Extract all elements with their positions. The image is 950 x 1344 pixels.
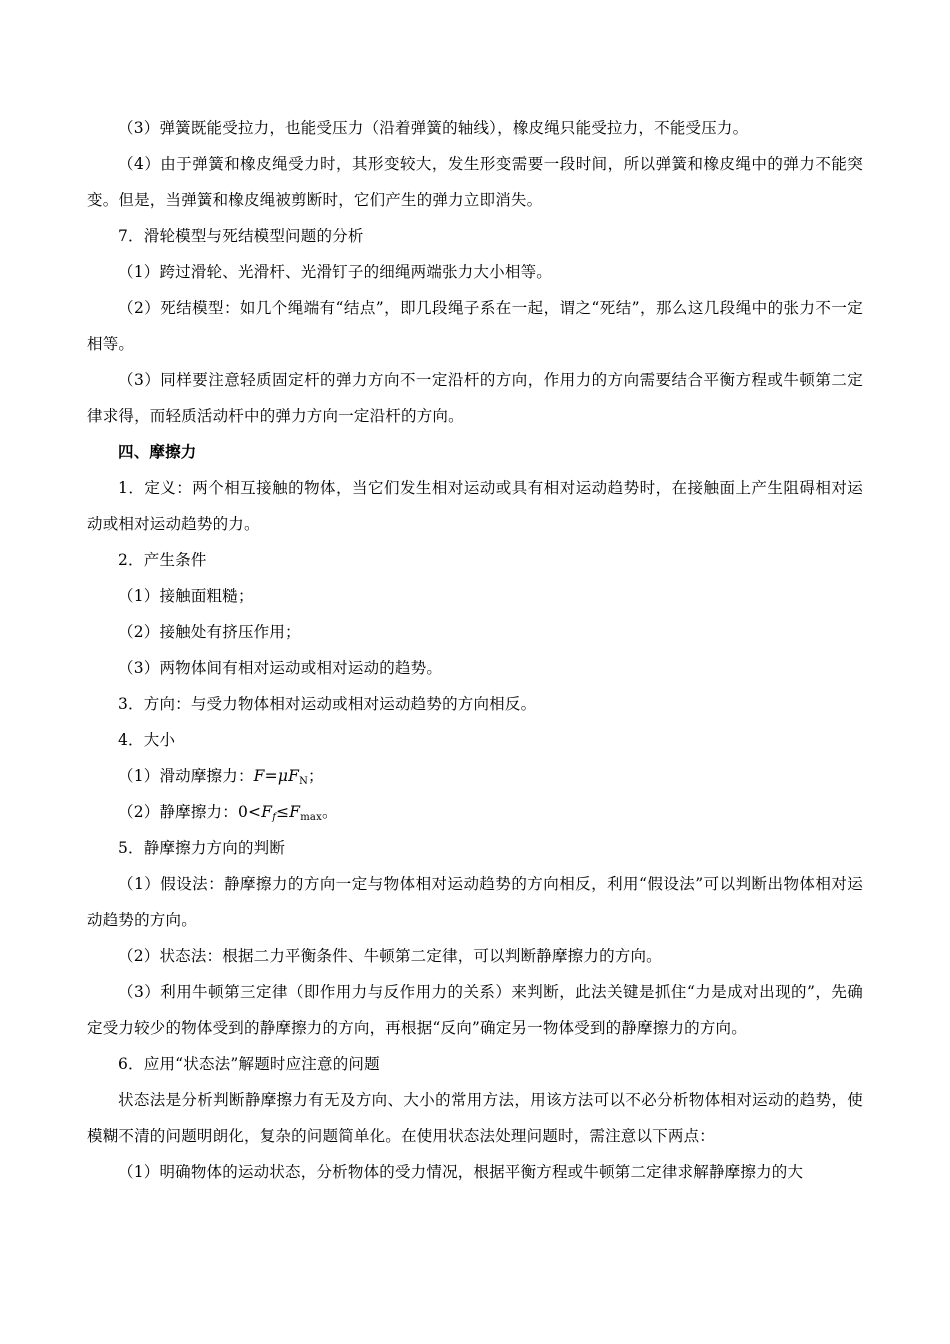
document-body	[87, 110, 863, 1190]
paragraph-spring-pressure: （3）弹簧既能受拉力，也能受压力（沿着弹簧的轴线），橡皮绳只能受拉力，不能受压力。	[118, 119, 749, 137]
paragraph-pulley-tension: （1）跨过滑轮、光滑杆、光滑钉子的细绳两端张力大小相等。	[118, 263, 552, 281]
symbol-f: F	[261, 803, 273, 821]
subscript-f: f	[272, 812, 277, 823]
section-heading-friction: 四、摩擦力	[118, 442, 197, 461]
heading-magnitude: 4．大小	[118, 731, 176, 749]
symbol-f-max: F	[289, 803, 301, 821]
paragraph-light-rod: （3）同样要注意轻质固定杆的弹力方向不一定沿杆的方向，作用力的方向需要结合平衡方程或牛顿第二定律求得，而轻质活动杆中的弹力方向一定沿杆的方向。	[87, 371, 863, 425]
list-item-relative-motion: （3）两物体间有相对运动或相对运动的趋势。	[118, 659, 443, 677]
subscript-n: N	[299, 776, 309, 787]
formula-prefix: （1）滑动摩擦力：	[118, 767, 254, 785]
symbol-f-normal: F	[288, 767, 300, 785]
paragraph-friction-definition: 1．定义：两个相互接触的物体，当它们发生相对运动或具有相对运动趋势时，在接触面上产生阻碍相对运动或相对运动趋势的力。	[87, 479, 863, 533]
paragraph-state-method: （2）状态法：根据二力平衡条件、牛顿第二定律，可以判断静摩擦力的方向。	[118, 947, 662, 965]
symbol-mu: μ	[277, 767, 289, 785]
heading-conditions: 2．产生条件	[118, 551, 207, 569]
paragraph-spring-deformation: （4）由于弹簧和橡皮绳受力时，其形变较大，发生形变需要一段时间，所以弹簧和橡皮绳中的弹力不能突变。但是，当弹簧和橡皮绳被剪断时，它们产生的弹力立即消失。	[87, 155, 863, 209]
paragraph-dead-knot: （2）死结模型：如几个绳端有“结点”，即几段绳子系在一起，谓之“死结”，那么这几段绳中的张力不一定相等。	[87, 299, 863, 353]
symbol-le: ≤	[276, 803, 290, 821]
formula-sliding-friction	[87, 758, 863, 794]
paragraph-direction: 3．方向：与受力物体相对运动或相对运动趋势的方向相反。	[118, 695, 537, 713]
heading-state-method-notes: 6．应用“状态法”解题时应注意的问题	[118, 1055, 380, 1073]
formula-end: ；	[308, 767, 324, 785]
list-item-rough-surface: （1）接触面粗糙；	[118, 587, 254, 605]
formula-end: 。	[321, 803, 338, 821]
paragraph-third-law: （3）利用牛顿第三定律（即作用力与反作用力的关系）来判断，此法关键是抓住“力是成对出现的”，先确定受力较少的物体受到的静摩擦力的方向，再根据“反向”确定另一物体受到的静摩擦力的方向。	[87, 983, 863, 1037]
heading-static-direction: 5．静摩擦力方向的判断	[118, 839, 286, 857]
list-item-pressure: （2）接触处有挤压作用；	[118, 623, 301, 641]
formula-prefix: （2）静摩擦力：0<	[118, 803, 262, 821]
paragraph-assumption-method: （1）假设法：静摩擦力的方向一定与物体相对运动趋势的方向相反，利用“假设法”可以判断出物体相对运动趋势的方向。	[87, 875, 863, 929]
heading-pulley-knot-model: 7．滑轮模型与死结模型问题的分析	[118, 227, 364, 245]
symbol-f: F	[253, 767, 265, 785]
subscript-max: max	[300, 812, 322, 823]
formula-static-friction	[87, 794, 863, 830]
paragraph-motion-state: （1）明确物体的运动状态，分析物体的受力情况，根据平衡方程或牛顿第二定律求解静摩擦力的大	[118, 1163, 804, 1181]
symbol-equals: =	[264, 767, 278, 785]
paragraph-state-method-overview: 状态法是分析判断静摩擦力有无及方向、大小的常用方法，用该方法可以不必分析物体相对运动的趋势，使模糊不清的问题明朗化，复杂的问题简单化。在使用状态法处理问题时，需注意以下两点：	[87, 1091, 863, 1145]
